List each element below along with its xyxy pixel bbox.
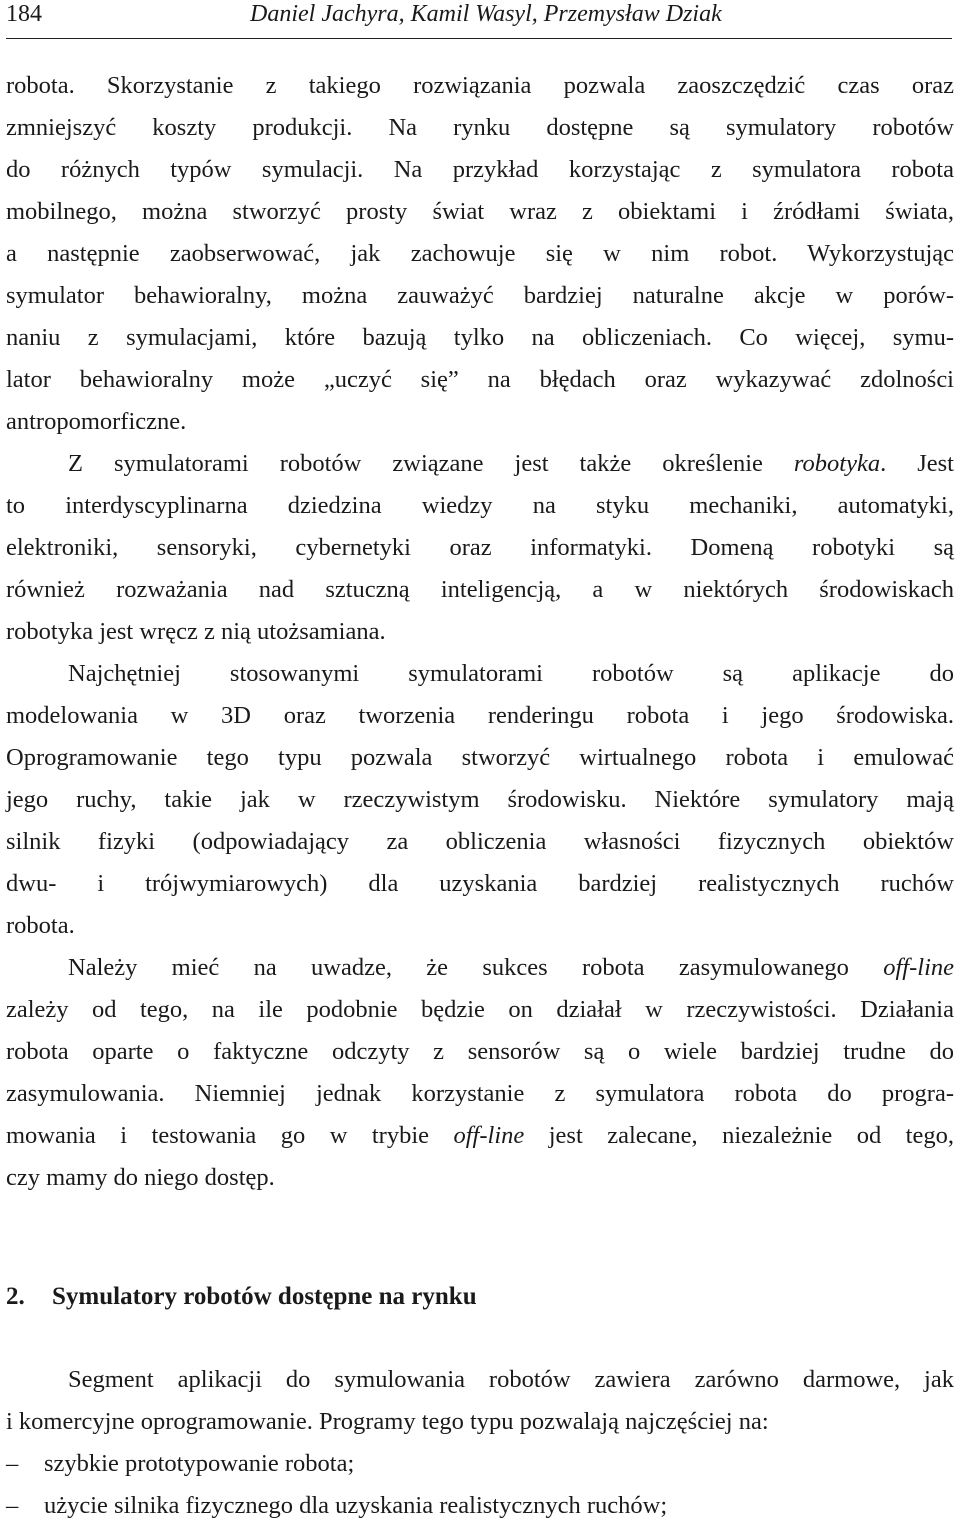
body-line: elektroniki, sensoryki, cybernetyki oraz informatyki. Domeną robotyki są [6, 534, 954, 561]
body-line: robota oparte o faktyczne odczyty z sensorów są o wiele bardziej trudne do [6, 1038, 954, 1065]
body-line: dwu- i trójwymiarowych) dla uzyskania bardziej realistycznych ruchów [6, 870, 954, 897]
body-line: robota. [6, 912, 75, 939]
running-head: Daniel Jachyra, Kamil Wasyl, Przemysław Dziak [250, 1, 722, 27]
section-number: 2. [6, 1283, 25, 1310]
body-line: to interdyscyplinarna dziedzina wiedzy na styku mechaniki, automatyki, [6, 492, 954, 519]
section-heading [6, 1281, 477, 1313]
italic-term: off-line [453, 1122, 525, 1149]
body-line: zależy od tego, na ile podobnie będzie on działał w rzeczywistości. Działania [6, 996, 954, 1023]
body-line: antropomorficzne. [6, 408, 187, 435]
body-line: modelowania w 3D oraz tworzenia renderingu robota i jego środowiska. [6, 702, 954, 729]
body-line: Segment aplikacji do symulowania robotów zawiera zarówno darmowe, jak [68, 1366, 954, 1393]
body-line: zasymulowania. Niemniej jednak korzystanie z symulatora robota do progra- [6, 1080, 954, 1107]
italic-term: off-line [883, 954, 954, 981]
body-line: a następnie zaobserwować, jak zachowuje się w nim robot. Wykorzystując [6, 240, 954, 267]
header-rule [6, 38, 952, 39]
body-line: również rozważania nad sztuczną inteligencją, a w niektórych środowiskach [6, 576, 954, 603]
body-line: Z symulatorami robotów związane jest także określenie robotyka. Jest [68, 450, 954, 477]
body-line: symulator behawioralny, można zauważyć bardziej naturalne akcje w porów- [6, 282, 954, 309]
list-item [6, 1448, 954, 1480]
list-item-text: użycie silnika fizycznego dla uzyskania realistycznych ruchów; [44, 1492, 668, 1519]
body-line: i komercyjne oprogramowanie. Programy tego typu pozwalają najczęściej na: [6, 1408, 769, 1435]
body-line: Najchętniej stosowanymi symulatorami robotów są aplikacje do [68, 660, 954, 687]
body-line: robota. Skorzystanie z takiego rozwiązania pozwala zaoszczędzić czas oraz [6, 72, 954, 99]
body-line: mobilnego, można stworzyć prosty świat wraz z obiektami i źródłami świata, [6, 198, 954, 225]
list-dash: – [6, 1450, 19, 1477]
body-line: zmniejszyć koszty produkcji. Na rynku dostępne są symulatory robotów [6, 114, 954, 141]
body-line: do różnych typów symulacji. Na przykład korzystając z symulatora robota [6, 156, 954, 183]
body-line: czy mamy do niego dostęp. [6, 1164, 275, 1191]
italic-term: robotyka [793, 450, 881, 477]
body-line: Oprogramowanie tego typu pozwala stworzyć wirtualnego robota i emulować [6, 744, 954, 771]
page-header [0, 0, 960, 36]
body-line: robotyka jest wręcz z nią utożsamiana. [6, 618, 386, 645]
body-line: lator behawioralny może „uczyć się” na błędach oraz wykazywać zdolności [6, 366, 954, 393]
body-line: naniu z symulacjami, które bazują tylko na obliczeniach. Co więcej, symu- [6, 324, 954, 351]
body-line: jego ruchy, takie jak w rzeczywistym środowisku. Niektóre symulatory mają [6, 786, 954, 813]
list-item-text: szybkie prototypowanie robota; [44, 1450, 355, 1477]
section-title: Symulatory robotów dostępne na rynku [52, 1283, 477, 1310]
body-line: Należy mieć na uwadze, że sukces robota zasymulowanego off-line [68, 954, 954, 981]
list-dash: – [6, 1492, 19, 1519]
body-line: silnik fizyki (odpowiadający za obliczenia własności fizycznych obiektów [6, 828, 954, 855]
list-item [6, 1490, 954, 1522]
page-number: 184 [6, 1, 42, 27]
body-line: mowania i testowania go w trybie off-line jest zalecane, niezależnie od tego, [6, 1122, 954, 1149]
